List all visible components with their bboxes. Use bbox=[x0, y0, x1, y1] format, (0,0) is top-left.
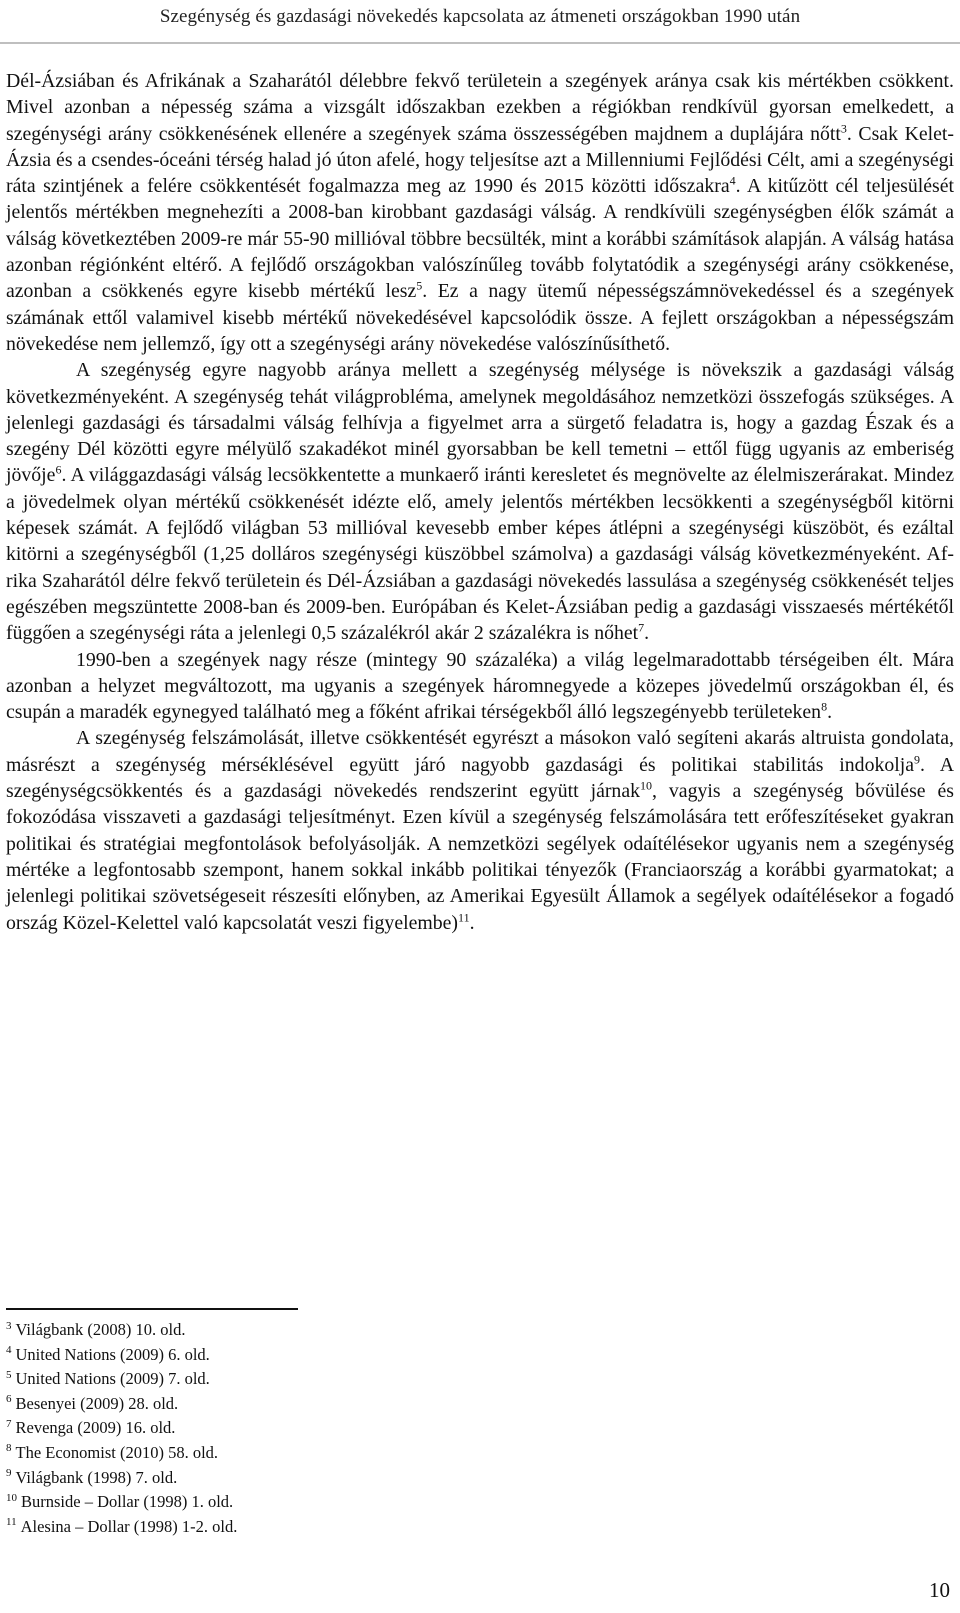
footnote-reference[interactable]: 3 bbox=[840, 121, 847, 135]
paragraph-text: . Csak Kelet-Ázsia és a csendes-óceáni térség halad jó úton afelé, hogy teljesítse azt a Millenniumi Fejlődési Célt, ami a szegénységi ráta szintjének a felére csökkentését fogalmazza meg az 1990 és 2015 közötti időszakra bbox=[6, 122, 954, 198]
paragraph-text: Dél-Ázsiában és Afrikának a Szaharától délebbre fekvő területein a szegények aránya csak kis mértékben csökkent. Mivel azonban a népesség száma a vizsgált időszakban ezekben a régiókban rendkívül gyorsan emelkedett, a szegénységi arány csökkenésének ellenére a szegények száma összességében majdnem a duplájára nőtt bbox=[6, 70, 954, 145]
paragraph-text: A szegénység egyre nagyobb aránya mellett a szegénység mélysége is növekszik a gazdasági válság következményeként. A szegénység tehát világprobléma, amelynek megoldásához nemzetközi összefogás szükséges. A jelenlegi gazdasági és társadalmi válság felhívja a figyelmet arra a sürgető feladatra is, hogy a gazdag Észak és a szegény Dél közötti egyre mélyülő szakadékot minél gyorsabban be kell temetni – ettől függ ugyanis az emberiség jövője bbox=[6, 359, 954, 487]
footnote-text: Alesina – Dollar (1998) 1-2. old. bbox=[20, 1516, 238, 1536]
paragraph-text: . bbox=[469, 911, 475, 934]
footnote-number: 9 bbox=[6, 1467, 12, 1480]
paragraph-text: . bbox=[644, 622, 650, 645]
footnotes bbox=[6, 1318, 706, 1539]
footnote-reference[interactable]: 4 bbox=[729, 173, 736, 188]
footnote-reference[interactable]: 11 bbox=[458, 909, 470, 924]
footnote-number: 5 bbox=[6, 1368, 12, 1381]
footnote-number: 7 bbox=[6, 1417, 12, 1430]
footnote-item bbox=[6, 1441, 706, 1466]
footnote-reference[interactable]: 7 bbox=[638, 620, 645, 635]
footnote-text: Burnside – Dollar (1998) 1. old. bbox=[21, 1492, 234, 1512]
footnote-item bbox=[6, 1466, 706, 1491]
footnote-text: Revenga (2009) 16. old. bbox=[15, 1418, 176, 1438]
footnote-number: 8 bbox=[6, 1442, 12, 1455]
header-rule bbox=[0, 42, 960, 44]
paragraph-text: . bbox=[827, 701, 833, 724]
footnote-item bbox=[6, 1416, 706, 1441]
footnote-separator bbox=[6, 1308, 298, 1310]
footnote-number: 4 bbox=[6, 1344, 12, 1357]
paragraph bbox=[6, 68, 954, 357]
paragraph bbox=[6, 357, 954, 646]
footnote-item bbox=[6, 1367, 706, 1392]
paragraph-text: , vagyis a szegénység bővülése és fokozódása visszaveti a gazdasági teljesítményt. Ezen kívül a szegénység felszámolására tett erőfeszítéseket gyakran politikai és stratégiai megfontolások befolyásolják. A nemzetközi segélyek odaítélésekor ugyanis nem a szegénység mértéke a legfontosabb szempont, hanem sokkal inkább politikai tényezők (Franciaország a korábbi gyarmatokat; a jelenlegi politikai szövetségeseit részesíti előnyben, az Amerikai Egyesült Államok a segélyek odaítélésekor a fogadó ország Közel-Kelettel való kapcsolatát veszi figyelembe) bbox=[6, 780, 954, 934]
body-text bbox=[6, 68, 954, 936]
paragraph-text: . A szegénységcsökkentés és a gazdasági növekedés rendszerint együtt járnak bbox=[6, 753, 955, 803]
footnote-text: United Nations (2009) 7. old. bbox=[15, 1369, 210, 1389]
footnote-item bbox=[6, 1343, 706, 1368]
footnote-item bbox=[6, 1392, 706, 1417]
footnote-text: Világbank (2008) 10. old. bbox=[15, 1320, 186, 1339]
paragraph-text: . Ez a nagy ütemű népességszámnövekedéssel és a szegények számának ettől valamivel kisebb mértékű növekedésével kapcsolódik össze. A fejlett országokban a népességszám növekedése nem jellemző, így ott a szegénységi arány növekedése valószínűsíthető. bbox=[6, 280, 955, 355]
footnote-text: United Nations (2009) 6. old. bbox=[15, 1344, 210, 1364]
page-number: 10 bbox=[929, 1578, 950, 1602]
footnote-item bbox=[6, 1490, 706, 1515]
footnote-number: 3 bbox=[6, 1319, 12, 1332]
footnote-reference[interactable]: 10 bbox=[640, 778, 652, 793]
footnote-number: 6 bbox=[6, 1393, 12, 1406]
footnote-reference[interactable]: 8 bbox=[821, 699, 828, 714]
footnote-reference[interactable]: 6 bbox=[55, 462, 62, 477]
paragraph-text: 1990-ben a szegények nagy része (mintegy 90 százaléka) a világ legelmaradottabb térségeiben élt. Mára azonban a helyzet megváltozott, ma ugyanis a szegények háromnegyede a közepes jövedelmű országokban él, és csupán a maradék egynegyed található meg a főként afrikai térségekből álló legszegényebb területeken bbox=[6, 648, 954, 724]
paragraph-text: A szegénység felszámolását, illetve csökkentését egyrészt a másokon való segíteni akarás altruista gondolata, másrészt a szegénység mérséklésével együtt járó nagyobb gazdasági és politikai stabilitás indokolja bbox=[6, 727, 954, 776]
paragraph bbox=[6, 647, 954, 726]
paragraph-text: . A kitűzött cél teljesülését jelentős mértékben megnehezíti a 2008-ban kirobbant gazdasági válság. A rendkívüli szegénységben élők számát a válság következtében 2009-re már 55-90 millióval többre becsülték, mint a korábbi számítások alapján. A válság hatása azonban régiónként eltérő. A fejlődő országokban valószínűleg tovább folytatódik a szegénységi arány csökkenése, azonban a csökkenés egyre kisebb mértékű lesz bbox=[6, 175, 954, 303]
footnote-text: Világbank (1998) 7. old. bbox=[15, 1467, 178, 1487]
footnote-reference[interactable]: 9 bbox=[914, 752, 921, 767]
footnote-text: Besenyei (2009) 28. old. bbox=[15, 1393, 179, 1413]
footnote-number: 10 bbox=[6, 1491, 17, 1504]
footnote-reference[interactable]: 5 bbox=[416, 278, 423, 293]
footnote-item bbox=[6, 1515, 706, 1540]
footnote-item bbox=[6, 1318, 706, 1343]
running-header: Szegénység és gazdasági növekedés kapcsolata az átmeneti országokban 1990 után bbox=[159, 6, 801, 27]
footnote-text: The Economist (2010) 58. old. bbox=[15, 1442, 219, 1462]
paragraph bbox=[6, 725, 954, 935]
paragraph-text: . A világgazdasági válság lecsökkentette a munkaerő iránti keresletet és megnövelte az élelmiszerárakat. Mindez a jövedelmek olyan mértékű csökkenését idézte elő, amely jelentős mértékben lecsökkenti a szegénységből kitörni képesek számát. A fejlődő világban 53 millióval kevesebb ember képes átlépni a szegénységi küszöböt, és ezáltal kitörni a szegénységből (1,25 dolláros szegénységi küszöbbel számolva) a gazdasági válság következményeként. Afrika Szaharától délre fekvő területein és Dél-Ázsiában a gazdasági növekedés lassulása a szegénység csökkenését teljes egészében megszüntette 2008-ban és 2009-ben. Európában és Kelet-Ázsiában pedig a gazdasági visszaesés mértékétől függően a szegénységi ráta a jelenlegi 0,5 százalékról akár 2 százalékra is nőhet bbox=[6, 464, 954, 645]
footnote-number: 11 bbox=[6, 1516, 17, 1529]
